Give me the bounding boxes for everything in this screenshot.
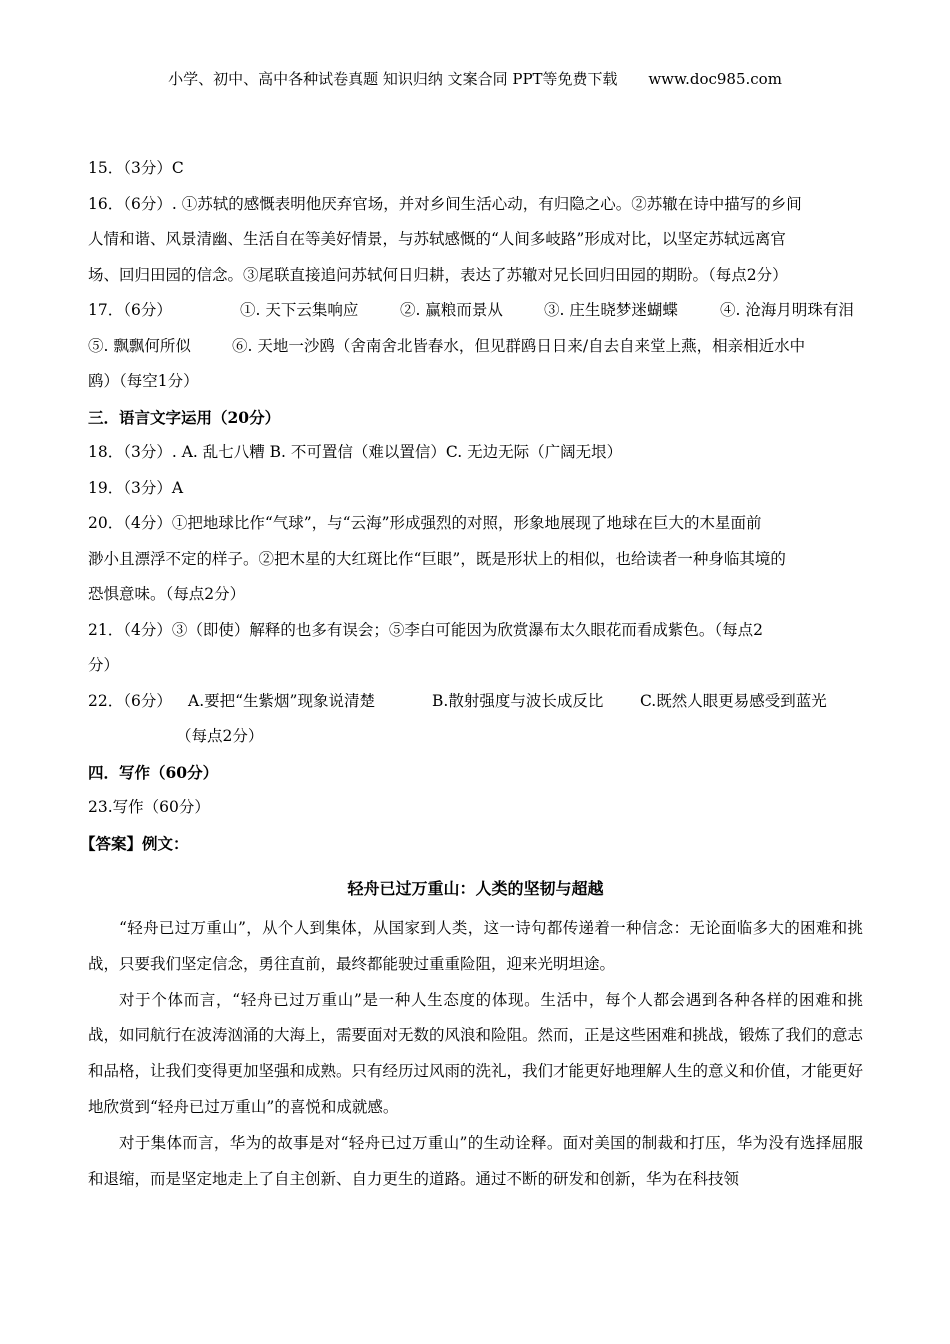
document-body [80,151,864,1197]
q21-line-1: 21．（4分）③（即使）解释的也多有误会；⑤李白可能因为欣赏瀑布太久眼花而看成紫色。（每点2 [88,620,763,639]
q17-line-3: 鸥）（每空1分） [88,372,199,390]
q17-answer-2: ②. 赢粮而景从 [400,301,503,319]
q22-line-1 [88,684,863,720]
header-text: 小学、初中、高中各种试卷真题 知识归纳 文案合同 PPT等免费下载 [168,70,618,88]
q17-line-2 [88,329,863,365]
q20-line-1: 20．（4分）①把地球比作“气球”，与“云海”形成强烈的对照，形象地展现了地球在巨大的木星面前 [88,514,762,532]
page-header [0,69,950,89]
q21-line-2: 分） [88,656,120,674]
header-site-link[interactable]: www.doc985.com [648,70,782,88]
section-3-heading: 三．语言文字运用（20分） [88,407,281,427]
q20-line-3: 恐惧意味。（每点2分） [88,585,246,603]
section-4-heading: 四．写作（60分） [88,762,219,782]
essay-paragraph-2: 对于个体而言，“轻舟已过万重山”是一种人生态度的体现。生活中，每个人都会遇到各种各样的困难和挑战，如同航行在波涛汹涌的大海上，需要面对无数的风浪和险阻。然而，正是这些困难和挑战，锻炼了我们的意志和品格，让我们变得更加坚强和成熟。只有经历过风雨的洗礼，我们才能更好地理解人生的意义和价值，才能更好地欣赏到“轻舟已过万重山”的喜悦和成就感。 [88,990,864,1116]
q16-line-1: 16．（6分）. ①苏轼的感慨表明他厌弃官场，并对乡间生活心动，有归隐之心。②苏辙在诗中描写的乡间 [88,194,802,213]
q17-answer-6: ⑥. 天地一沙鸥（舍南舍北皆春水，但见群鸥日日来/自去自来堂上燕，相亲相近水中 [232,336,806,355]
q16-line-3: 场、回归田园的信念。③尾联直接追问苏轼何日归耕，表达了苏辙对兄长回归田园的期盼。（每点2分） [88,265,788,284]
q20-line-2: 渺小且漂浮不定的样子。②把木星的大红斑比作“巨眼”，既是形状上的相似，也给读者一种身临其境的 [88,549,786,568]
answer-label: 【答案】例文： [80,833,189,853]
q18-answer: 18．（3分）. A. 乱七八糟 B. 不可置信（难以置信）C. 无边无际（广阔无垠） [88,443,623,461]
q23-prompt: 23.写作（60分） [88,798,210,816]
q17-answer-3: ③. 庄生晓梦迷蝴蝶 [544,301,678,319]
essay-paragraph-3: 对于集体而言，华为的故事是对“轻舟已过万重山”的生动诠释。面对美国的制裁和打压，华为没有选择屈服和退缩，而是坚定地走上了自主创新、自力更生的道路。通过不断的研发和创新，华为在科技领 [88,1133,863,1188]
q22-head: 22．（6分） [88,691,172,710]
q17-head: 17．（6分） [88,301,172,319]
q19-answer: 19．（3分）A [88,478,184,497]
q22-answer-b: B.散射强度与波长成反比 [432,691,604,710]
essay-paragraph-1: “轻舟已过万重山”，从个人到集体，从国家到人类，这一诗句都传递着一种信念：无论面临多大的困难和挑战，只要我们坚定信念，勇往直前，最终都能驶过重重险阻，迎来光明坦途。 [88,919,863,973]
q22-answer-a: A.要把“生紫烟”现象说清楚 [188,691,375,710]
q17-answer-1: ①. 天下云集响应 [240,301,359,319]
q22-answer-c: C.既然人眼更易感受到蓝光 [640,691,827,710]
q16-line-2: 人情和谐、风景清幽、生活自在等美好情景，与苏轼感慨的“人间多岐路”形成对比，以坚定苏轼远离官 [88,230,786,248]
q17-answer-5: ⑤. 飘飘何所似 [88,336,191,355]
essay-title: 轻舟已过万重山：人类的坚韧与超越 [347,879,604,898]
q22-line-2: （每点2分） [176,727,264,745]
q15-answer: 15．（3分）C [88,159,184,177]
q17-answer-4: ④. 沧海月明珠有泪 [720,301,854,319]
q17-line-1 [88,293,863,329]
